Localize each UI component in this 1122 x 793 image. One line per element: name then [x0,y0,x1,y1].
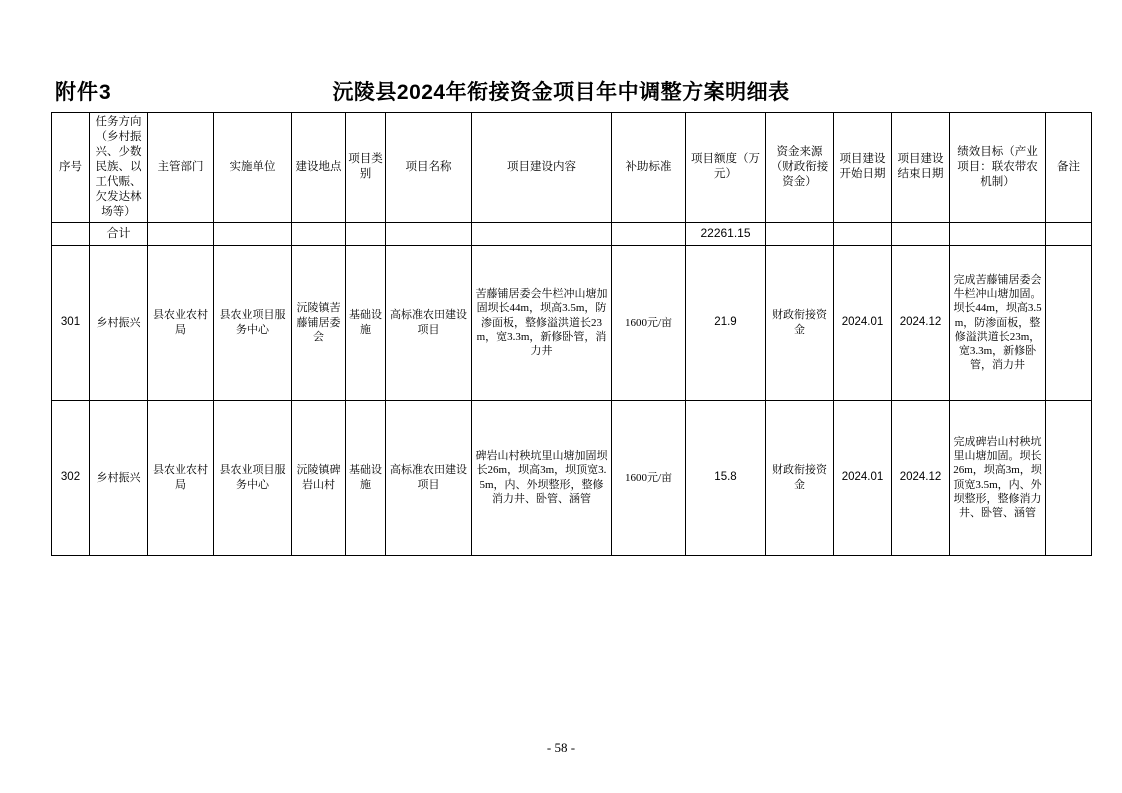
total-subsidy-cell [612,222,686,245]
cell-start-date: 2024.01 [834,400,892,555]
cell-performance: 完成苦藤铺居委会牛栏冲山塘加固。坝长44m，坝高3.5m，防渗面板，整修溢洪道长23m，宽3.3m，新修卧管，消力井 [950,245,1046,400]
cell-dept: 县农业农村局 [148,400,214,555]
cell-location: 沅陵镇碑岩山村 [292,400,346,555]
total-category-cell [346,222,386,245]
column-header-category: 项目类别 [346,113,386,223]
table-row [52,245,1092,400]
cell-subsidy: 1600元/亩 [612,400,686,555]
cell-source: 财政衔接资金 [766,400,834,555]
cell-source: 财政衔接资金 [766,245,834,400]
cell-seq: 302 [52,400,90,555]
cell-seq: 301 [52,245,90,400]
column-header-performance: 绩效目标（产业项目：联农带农机制） [950,113,1046,223]
cell-task: 乡村振兴 [90,245,148,400]
total-start-cell [834,222,892,245]
total-remark-cell [1046,222,1092,245]
cell-unit: 县农业项目服务中心 [214,245,292,400]
attachment-label: 附件3 [55,81,112,104]
cell-location: 沅陵镇苦藤铺居委会 [292,245,346,400]
column-header-subsidy: 补助标准 [612,113,686,223]
column-header-amount: 项目额度（万元） [686,113,766,223]
cell-category: 基础设施 [346,245,386,400]
table-row [52,400,1092,555]
total-amount: 22261.15 [686,222,766,245]
column-header-name: 项目名称 [386,113,472,223]
total-unit-cell [214,222,292,245]
total-content-cell [472,222,612,245]
total-source-cell [766,222,834,245]
total-location-cell [292,222,346,245]
page-header [0,76,1122,110]
cell-remark [1046,245,1092,400]
column-header-start-date: 项目建设开始日期 [834,113,892,223]
cell-content: 苦藤铺居委会牛栏冲山塘加固坝长44m，坝高3.5m，防渗面板，整修溢洪道长23m，宽3.3m，新修卧管，消力井 [472,245,612,400]
column-header-remark: 备注 [1046,113,1092,223]
column-header-source: 资金来源（财政衔接资金） [766,113,834,223]
page-title: 沅陵县2024年衔接资金项目年中调整方案明细表 [332,81,790,104]
cell-performance: 完成碑岩山村秧坑里山塘加固。坝长26m，坝高3m，坝顶宽3.5m，内、外坝整形，整修消力井、卧管、涵管 [950,400,1046,555]
cell-project-name: 高标准农田建设项目 [386,245,472,400]
cell-end-date: 2024.12 [892,245,950,400]
total-label: 合计 [90,222,148,245]
cell-unit: 县农业项目服务中心 [214,400,292,555]
cell-end-date: 2024.12 [892,400,950,555]
total-dept-cell [148,222,214,245]
table-header-row [52,113,1092,223]
project-adjustment-table [51,112,1092,556]
column-header-end-date: 项目建设结束日期 [892,113,950,223]
cell-category: 基础设施 [346,400,386,555]
cell-amount: 15.8 [686,400,766,555]
cell-project-name: 高标准农田建设项目 [386,400,472,555]
column-header-location: 建设地点 [292,113,346,223]
column-header-content: 项目建设内容 [472,113,612,223]
column-header-seq: 序号 [52,113,90,223]
total-end-cell [892,222,950,245]
cell-amount: 21.9 [686,245,766,400]
cell-content: 碑岩山村秧坑里山塘加固坝长26m，坝高3m，坝顶宽3.5m，内、外坝整形，整修消力井、卧管、涵管 [472,400,612,555]
cell-dept: 县农业农村局 [148,245,214,400]
total-name-cell [386,222,472,245]
total-seq-cell [52,222,90,245]
cell-subsidy: 1600元/亩 [612,245,686,400]
cell-task: 乡村振兴 [90,400,148,555]
total-performance-cell [950,222,1046,245]
cell-remark [1046,400,1092,555]
table-total-row [52,222,1092,245]
column-header-dept: 主管部门 [148,113,214,223]
column-header-unit: 实施单位 [214,113,292,223]
column-header-task: 任务方向（乡村振兴、少数民族、以工代赈、欠发达林场等） [90,113,148,223]
page-footer: - 58 - [546,740,576,755]
cell-start-date: 2024.01 [834,245,892,400]
